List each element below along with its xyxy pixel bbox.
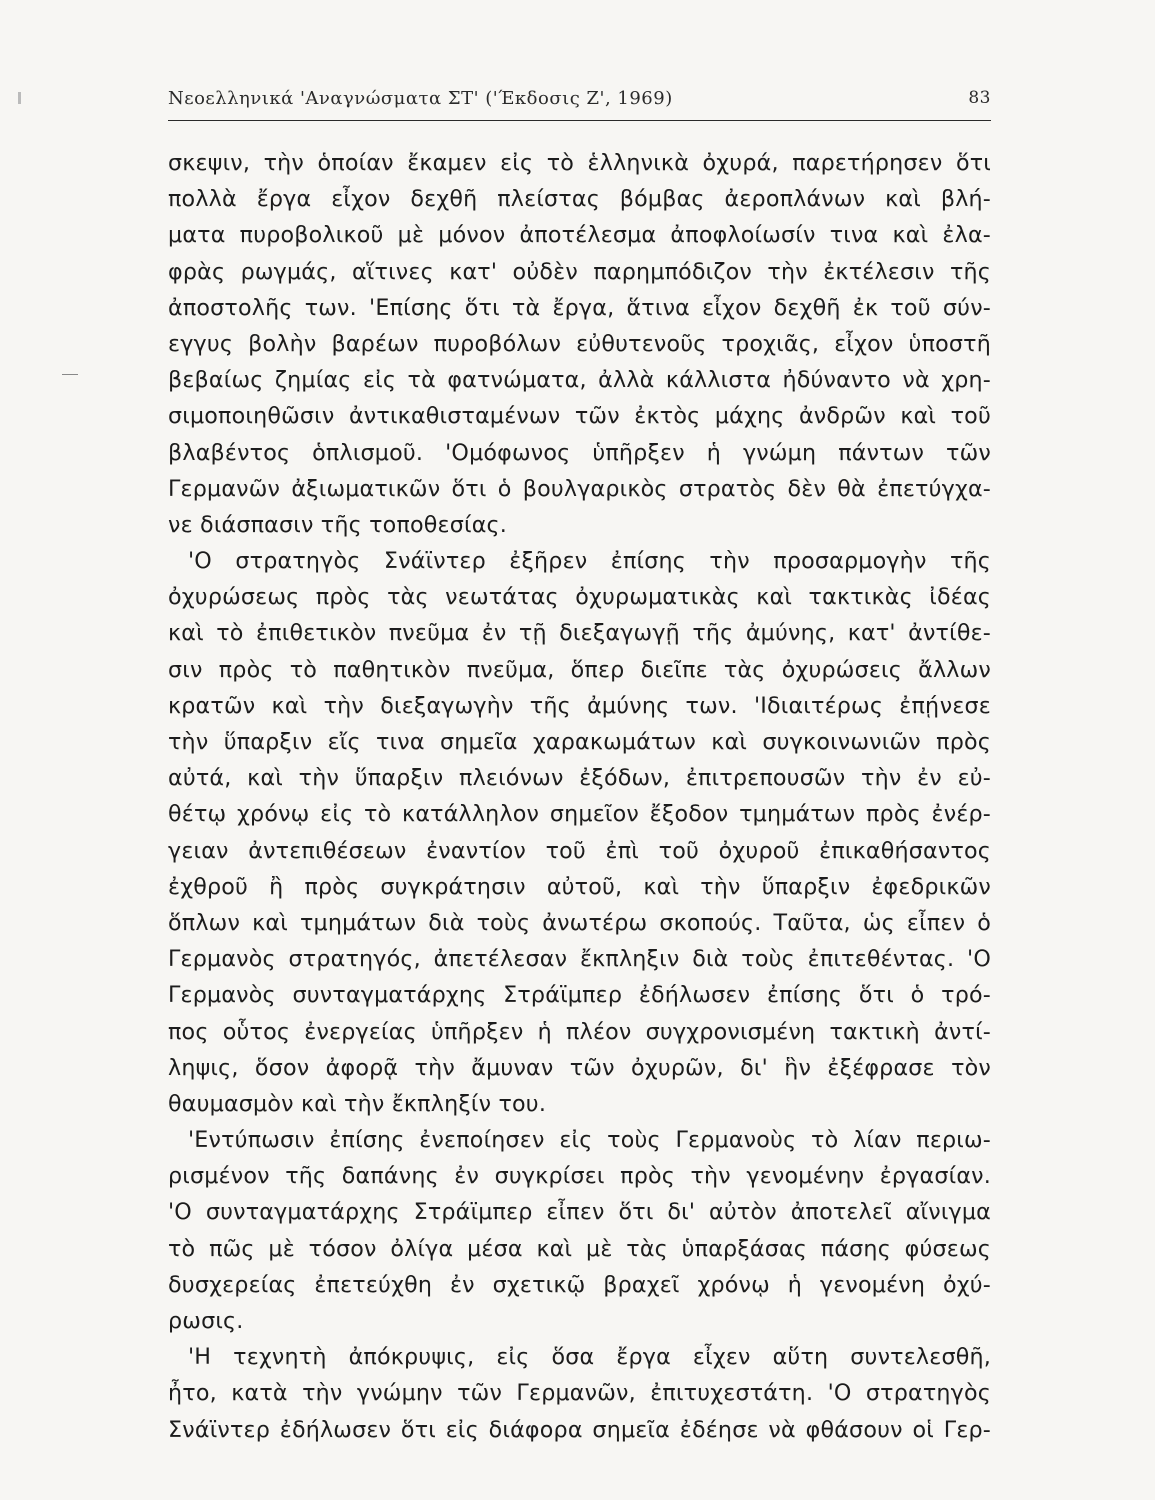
text-line: 'Εντύπωσιν ἐπίσης ἐνεποίησεν εἰς τοὺς Γερμανοὺς τὸ λίαν περιω- [188,1127,991,1154]
text-line: 'Ο συνταγματάρχης Στράϊμπερ εἶπεν ὅτι δι' αὐτὸν ἀποτελεῖ αἴνιγμα [168,1199,991,1226]
scan-artifact-mark [18,92,21,104]
text-line: δυσχερείας ἐπετεύχθη ἐν σχετικῷ βραχεῖ χρόνῳ ἡ γενομένη ὀχύ- [168,1271,991,1298]
text-line: ρωσις. [168,1308,244,1334]
text-line: ματα πυροβολικοῦ μὲ μόνον ἀποτέλεσμα ἀποφλοίωσίν τινα καὶ ἐλα- [168,222,991,249]
margin-tick-mark [62,374,78,375]
text-line: ληψις, ὅσον ἀφορᾷ τὴν ἄμυναν τῶν ὀχυρῶν, δι' ἣν ἐξέφρασε τὸν [168,1054,991,1081]
text-line: 'Ο στρατηγὸς Σνάϊντερ ἐξῆρεν ἐπίσης τὴν προσαρμογὴν τῆς [188,548,991,575]
text-line: καὶ τὸ ἐπιθετικὸν πνεῦμα ἐν τῇ διεξαγωγῇ τῆς ἀμύνης, κατ' ἀντίθε- [168,620,991,647]
text-line: θέτῳ χρόνῳ εἰς τὸ κατάλληλον σημεῖον ἔξοδον τμημάτων πρὸς ἐνέρ- [168,801,991,828]
text-line: Γερμανὸς συνταγματάρχης Στράϊμπερ ἐδήλωσεν ἐπίσης ὅτι ὁ τρό- [168,982,991,1009]
text-line: πολλὰ ἔργα εἶχον δεχθῆ πλείστας βόμβας ἀεροπλάνων καὶ βλή- [168,186,991,213]
text-line: ἀποστολῆς των. 'Επίσης ὅτι τὰ ἔργα, ἅτινα εἶχον δεχθῆ ἐκ τοῦ σύν- [168,294,991,321]
text-line: ἦτο, κατὰ τὴν γνώμην τῶν Γερμανῶν, ἐπιτυχεστάτη. 'Ο στρατηγὸς [168,1380,991,1407]
text-line: Γερμανῶν ἀξιωματικῶν ὅτι ὁ βουλγαρικὸς στρατὸς δὲν θὰ ἐπετύγχα- [168,475,991,502]
text-line: σιν πρὸς τὸ παθητικὸν πνεῦμα, ὅπερ διεῖπε τὰς ὀχυρώσεις ἄλλων [168,656,991,683]
text-line: ρισμένον τῆς δαπάνης ἐν συγκρίσει πρὸς τὴν γενομένην ἐργασίαν. [168,1163,991,1190]
text-line: σιμοποιηθῶσιν ἀντικαθισταμένων τῶν ἐκτὸς μάχης ἀνδρῶν καὶ τοῦ [168,403,991,430]
text-line: ὀχυρώσεως πρὸς τὰς νεωτάτας ὀχυρωματικὰς καὶ τακτικὰς ἰδέας [168,584,991,611]
text-line: τὸ πῶς μὲ τόσον ὀλίγα μέσα καὶ μὲ τὰς ὑπαρξάσας πάσης φύσεως [168,1235,991,1262]
text-line: πος οὗτος ἐνεργείας ὑπῆρξεν ἡ πλέον συγχρονισμένη τακτικὴ ἀντί- [168,1018,991,1045]
text-line: θαυμασμὸν καὶ τὴν ἔκπληξίν του. [168,1090,547,1117]
text-line: τὴν ὕπαρξιν εἴς τινα σημεῖα χαρακωμάτων καὶ συγκοινωνιῶν πρὸς [168,729,991,755]
text-line: βλαβέντος ὁπλισμοῦ. 'Ομόφωνος ὑπῆρξεν ἡ γνώμη πάντων τῶν [168,439,991,466]
text-line: ὅπλων καὶ τμημάτων διὰ τοὺς ἀνωτέρω σκοπούς. Ταῦτα, ὡς εἶπεν ὁ [168,909,991,936]
text-line: βεβαίως ζημίας εἰς τὰ φατνώματα, ἀλλὰ κάλλιστα ἠδύναντο νὰ χρη- [168,367,991,394]
header-rule [168,120,991,121]
text-line: Σνάϊντερ ἐδήλωσεν ὅτι εἰς διάφορα σημεῖα ἐδέησε νὰ φθάσουν οἱ Γερ- [168,1416,991,1443]
text-line: σκεψιν, τὴν ὁποίαν ἔκαμεν εἰς τὸ ἑλληνικὰ ὀχυρά, παρετήρησεν ὅτι [168,150,991,176]
text-line: κρατῶν καὶ τὴν διεξαγωγὴν τῆς ἀμύνης των. 'Ιδιαιτέρως ἐπῄνεσε [168,692,991,719]
running-header-title: Νεοελληνικά 'Αναγνώσματα ΣΤ' ('Έκδοσις Ζ', 1969) [168,88,673,109]
text-line: αὐτά, καὶ τὴν ὕπαρξιν πλειόνων ἐξόδων, ἐπιτρεπουσῶν τὴν ἐν εὐ- [168,765,991,792]
body-text [168,145,991,1448]
text-line: νε διάσπασιν τῆς τοποθεσίας. [168,511,508,538]
text-line: εγγυς βολὴν βαρέων πυροβόλων εὐθυτενοῦς τροχιᾶς, εἶχον ὑποστῆ [168,330,991,357]
text-line: 'Η τεχνητὴ ἀπόκρυψις, εἰς ὅσα ἔργα εἶχεν αὕτη συντελεσθῆ, [188,1344,991,1371]
text-line: φρὰς ρωγμάς, αἵτινες κατ' οὐδὲν παρημπόδιζον τὴν ἐκτέλεσιν τῆς [168,258,991,285]
text-line: Γερμανὸς στρατηγός, ἀπετέλεσαν ἔκπληξιν διὰ τοὺς ἐπιτεθέντας. 'Ο [168,946,991,973]
running-header [168,86,991,114]
text-line: ἐχθροῦ ἢ πρὸς συγκράτησιν αὐτοῦ, καὶ τὴν ὕπαρξιν ἐφεδρικῶν [168,873,991,900]
text-line: γειαν ἀντεπιθέσεων ἐναντίον τοῦ ἐπὶ τοῦ ὀχυροῦ ἐπικαθήσαντος [168,837,991,864]
page-number: 83 [968,88,991,108]
